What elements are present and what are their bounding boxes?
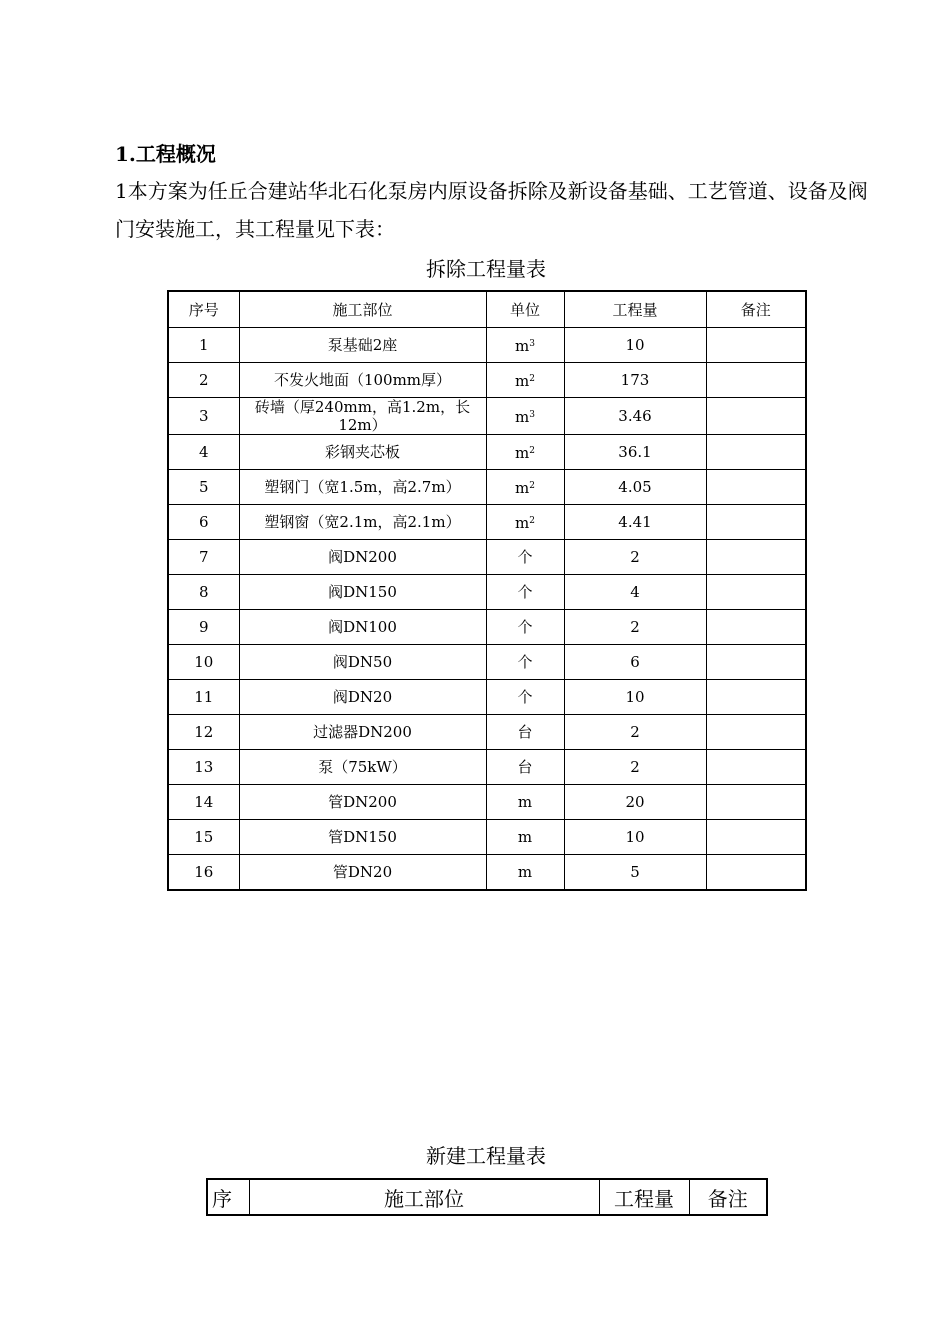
demolition-table-body [168, 328, 806, 891]
table-row [168, 645, 806, 680]
cell-note [706, 505, 806, 540]
unit-text: m [517, 828, 533, 846]
header-no: 序 [207, 1179, 249, 1215]
cell-note [706, 398, 806, 435]
cell-no: 14 [168, 785, 239, 820]
cell-unit [486, 398, 564, 435]
new-table-caption: 新建工程量表 [426, 1144, 546, 1168]
unit-exponent: 2 [529, 516, 535, 526]
cell-qty: 2 [564, 750, 706, 785]
cell-part: 塑钢窗（宽2.1m，高2.1m） [239, 505, 486, 540]
unit-exponent: 2 [529, 374, 535, 384]
intro-paragraph: 1本方案为任丘合建站华北石化泵房内原设备拆除及新设备基础、工艺管道、设备及阀门安装施工，其工程量见下表： [115, 179, 868, 241]
header-unit: 单位 [486, 291, 564, 328]
cell-no: 15 [168, 820, 239, 855]
cell-note [706, 645, 806, 680]
cell-part: 塑钢门（宽1.5m，高2.7m） [239, 470, 486, 505]
table-row [168, 680, 806, 715]
unit-text: m [517, 863, 533, 881]
header-part: 施工部位 [249, 1179, 599, 1215]
header-part: 施工部位 [239, 291, 486, 328]
cell-unit [486, 750, 564, 785]
cell-part: 泵基础2座 [239, 328, 486, 363]
cell-unit [486, 435, 564, 470]
header-no: 序号 [168, 291, 239, 328]
cell-no: 7 [168, 540, 239, 575]
cell-part: 管DN20 [239, 855, 486, 891]
cell-part: 过滤器DN200 [239, 715, 486, 750]
header-note: 备注 [706, 291, 806, 328]
unit-text: m [515, 337, 530, 355]
cell-note [706, 715, 806, 750]
new-table [206, 1178, 768, 1216]
cell-note [706, 540, 806, 575]
cell-note [706, 575, 806, 610]
table-header-row [207, 1179, 767, 1215]
header-qty: 工程量 [564, 291, 706, 328]
cell-unit [486, 610, 564, 645]
cell-unit [486, 785, 564, 820]
section-heading: 1.工程概况 [115, 142, 216, 166]
cell-unit [486, 820, 564, 855]
cell-qty: 4.05 [564, 470, 706, 505]
unit-text: 台 [517, 758, 533, 776]
cell-note [706, 820, 806, 855]
table-row [168, 750, 806, 785]
cell-unit [486, 540, 564, 575]
cell-unit [486, 680, 564, 715]
unit-text: 个 [517, 583, 533, 601]
header-note: 备注 [689, 1179, 767, 1215]
cell-part: 管DN150 [239, 820, 486, 855]
cell-note [706, 328, 806, 363]
table-row [168, 435, 806, 470]
unit-text: 个 [517, 688, 533, 706]
table-row [168, 328, 806, 363]
header-qty: 工程量 [599, 1179, 689, 1215]
cell-part: 阀DN150 [239, 575, 486, 610]
cell-part: 阀DN200 [239, 540, 486, 575]
unit-text: 台 [517, 723, 533, 741]
cell-no: 9 [168, 610, 239, 645]
cell-qty: 6 [564, 645, 706, 680]
unit-text: m [515, 479, 530, 497]
cell-unit [486, 328, 564, 363]
unit-exponent: 2 [529, 481, 535, 491]
cell-qty: 10 [564, 328, 706, 363]
unit-exponent: 3 [529, 410, 535, 420]
cell-unit [486, 715, 564, 750]
unit-text: m [515, 514, 530, 532]
unit-exponent: 2 [529, 446, 535, 456]
cell-note [706, 680, 806, 715]
cell-part: 不发火地面（100mm厚） [239, 363, 486, 398]
cell-no: 13 [168, 750, 239, 785]
unit-text: m [515, 372, 530, 390]
cell-qty: 3.46 [564, 398, 706, 435]
table-row [168, 398, 806, 435]
table-row [168, 785, 806, 820]
cell-part: 泵（75kW） [239, 750, 486, 785]
cell-qty: 2 [564, 540, 706, 575]
cell-part: 管DN200 [239, 785, 486, 820]
unit-text: 个 [517, 653, 533, 671]
table-row [168, 610, 806, 645]
demolition-table [167, 290, 807, 891]
cell-no: 12 [168, 715, 239, 750]
cell-no: 1 [168, 328, 239, 363]
cell-qty: 4.41 [564, 505, 706, 540]
cell-note [706, 785, 806, 820]
table-header-row [168, 291, 806, 328]
cell-part: 彩钢夹芯板 [239, 435, 486, 470]
cell-no: 5 [168, 470, 239, 505]
cell-no: 16 [168, 855, 239, 891]
cell-no: 4 [168, 435, 239, 470]
cell-qty: 4 [564, 575, 706, 610]
unit-text: m [515, 408, 530, 426]
cell-qty: 173 [564, 363, 706, 398]
cell-no: 3 [168, 398, 239, 435]
cell-qty: 2 [564, 610, 706, 645]
cell-no: 8 [168, 575, 239, 610]
cell-note [706, 363, 806, 398]
table-row [168, 575, 806, 610]
table-row [168, 363, 806, 398]
cell-qty: 2 [564, 715, 706, 750]
demolition-table-caption: 拆除工程量表 [426, 257, 546, 281]
cell-qty: 5 [564, 855, 706, 891]
table-row [168, 470, 806, 505]
cell-no: 2 [168, 363, 239, 398]
cell-unit [486, 505, 564, 540]
cell-unit [486, 363, 564, 398]
unit-text: 个 [517, 548, 533, 566]
cell-note [706, 435, 806, 470]
cell-part: 阀DN20 [239, 680, 486, 715]
cell-part: 阀DN50 [239, 645, 486, 680]
unit-text: 个 [517, 618, 533, 636]
table-row [168, 715, 806, 750]
unit-exponent: 3 [529, 339, 535, 349]
cell-qty: 36.1 [564, 435, 706, 470]
cell-qty: 20 [564, 785, 706, 820]
cell-unit [486, 645, 564, 680]
table-row [168, 820, 806, 855]
cell-no: 6 [168, 505, 239, 540]
cell-note [706, 855, 806, 891]
table-row [168, 540, 806, 575]
cell-unit [486, 855, 564, 891]
cell-note [706, 470, 806, 505]
cell-no: 11 [168, 680, 239, 715]
cell-part: 砖墙（厚240mm，高1.2m，长12m） [239, 398, 486, 435]
table-row [168, 505, 806, 540]
cell-note [706, 610, 806, 645]
cell-part: 阀DN100 [239, 610, 486, 645]
cell-note [706, 750, 806, 785]
cell-unit [486, 470, 564, 505]
cell-qty: 10 [564, 680, 706, 715]
cell-no: 10 [168, 645, 239, 680]
unit-text: m [515, 444, 530, 462]
unit-text: m [517, 793, 533, 811]
table-row [168, 855, 806, 891]
cell-qty: 10 [564, 820, 706, 855]
cell-unit [486, 575, 564, 610]
